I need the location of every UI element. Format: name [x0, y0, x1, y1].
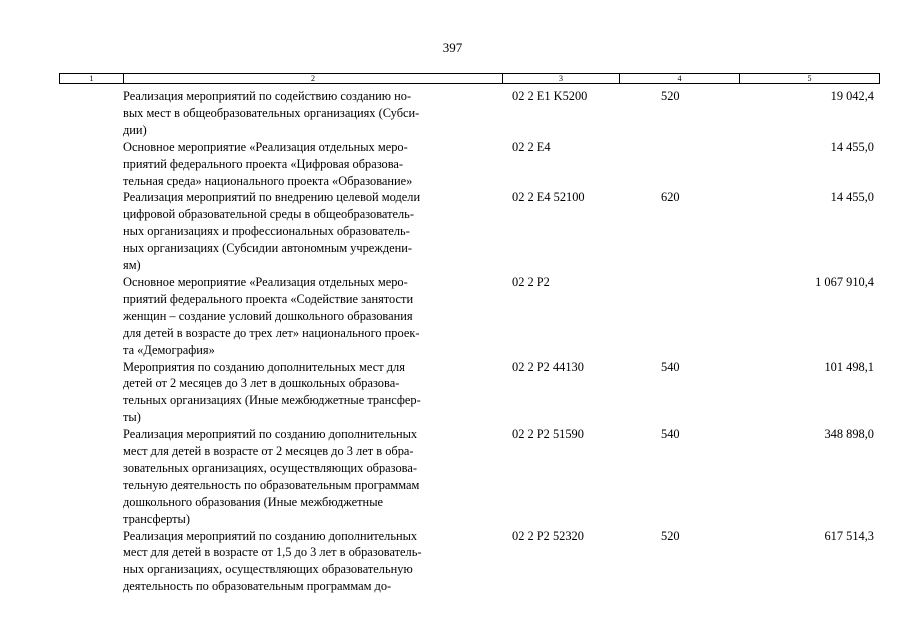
- header-col-3: 3: [503, 74, 620, 83]
- row-number-cell: [59, 189, 123, 274]
- amount-cell: 348 898,0: [824, 427, 874, 442]
- row-number-cell: [59, 274, 123, 359]
- code-cell: 02 2 P2: [512, 274, 550, 289]
- description-cell: Реализация мероприятий по содействию созданию но- вых мест в общеобразовательных организациях (Субси- дии): [123, 89, 420, 137]
- header-col-2: 2: [124, 74, 503, 83]
- table-row: [59, 359, 880, 427]
- code-cell: 02 2 E4 52100: [512, 190, 585, 205]
- type-cell: [619, 139, 739, 190]
- code-cell: 02 2 P2 44130: [512, 359, 584, 374]
- header-col-4: 4: [620, 74, 740, 83]
- table-row: [59, 88, 880, 139]
- amount-cell: 617 514,3: [824, 528, 874, 543]
- description-cell: Реализация мероприятий по созданию дополнительных мест для детей в возрасте от 1,5 до 3 лет в образователь- ных организациях, осуществляющих образовательную деятельность по образовательным программам до-: [123, 528, 422, 594]
- row-number-cell: [59, 88, 123, 139]
- amount-cell: 19 042,4: [830, 89, 874, 103]
- row-number-cell: [59, 139, 123, 190]
- code-cell: 02 2 E1 K5200: [512, 89, 588, 103]
- type-cell: 540: [661, 427, 680, 442]
- table-body: [59, 88, 880, 595]
- type-cell: 540: [661, 359, 680, 374]
- description-cell: Основное мероприятие «Реализация отдельных меро- приятий федерального проекта «Содействие занятости женщин – создание условий дошкольного образования для детей в возрасте до трех лет» национального проек- та «Демография»: [123, 274, 420, 357]
- row-number-cell: [59, 359, 123, 427]
- table-row: [59, 274, 880, 359]
- table-row: [59, 139, 880, 190]
- table-row: [59, 189, 880, 274]
- description-cell: Мероприятия по созданию дополнительных мест для детей от 2 месяцев до 3 лет в дошкольных образова- тельных организациях (Иные межбюджетные трансфер- ты): [123, 359, 421, 425]
- type-cell: [619, 274, 739, 359]
- amount-cell: 14 455,0: [830, 139, 874, 154]
- code-cell: 02 2 E4: [512, 139, 551, 154]
- type-cell: 520: [661, 89, 680, 103]
- page-number: 397: [442, 40, 463, 55]
- amount-cell: 1 067 910,4: [815, 274, 874, 289]
- row-number-cell: [59, 426, 123, 527]
- description-cell: Реализация мероприятий по созданию дополнительных мест для детей в возрасте от 2 месяцев до 3 лет в обра- зовательных организациях, осуществляющих образова- тельную деятельность по образовательным программам дошкольного образования (Иные межбюджетные трансферты): [123, 427, 420, 526]
- table-header: [59, 73, 880, 84]
- description-cell: Реализация мероприятий по внедрению целевой модели цифровой образовательной среды в общеобразователь- ных организациях и профессиональных образователь- ных организациях (Субсидии автономным учреждени- ям): [123, 190, 421, 273]
- type-cell: 620: [661, 190, 680, 205]
- header-col-1: 1: [60, 74, 124, 83]
- code-cell: 02 2 P2 52320: [512, 528, 584, 543]
- table-row: [59, 528, 880, 596]
- table-row: [59, 426, 880, 527]
- amount-cell: 101 498,1: [824, 359, 874, 374]
- header-col-5: 5: [807, 74, 812, 83]
- code-cell: 02 2 P2 51590: [512, 427, 584, 442]
- description-cell: Основное мероприятие «Реализация отдельных меро- приятий федерального проекта «Цифровая образова- тельная среда» национального проекта «Образование»: [123, 139, 413, 188]
- amount-cell: 14 455,0: [830, 190, 874, 205]
- row-number-cell: [59, 528, 123, 596]
- type-cell: 520: [661, 528, 680, 543]
